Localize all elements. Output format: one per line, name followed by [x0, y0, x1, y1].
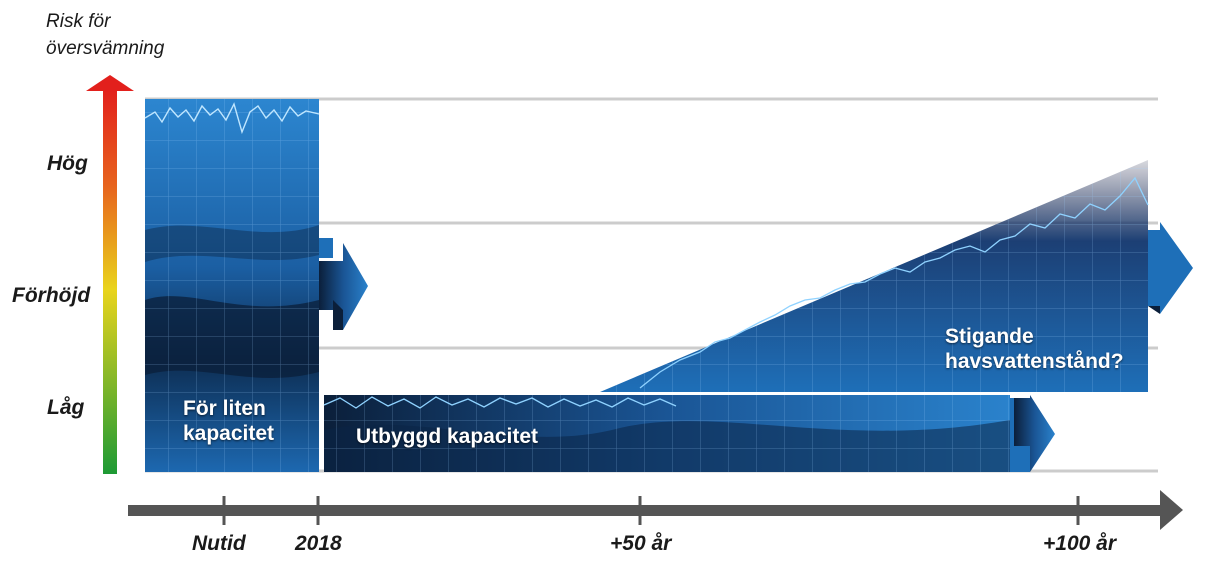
rising-sea-level-label — [945, 324, 1124, 374]
y-axis-title — [46, 8, 164, 62]
level-label-low: Låg — [47, 396, 85, 419]
current-capacity-line1: För liten — [183, 397, 266, 420]
tick-label-nutid: Nutid — [192, 532, 246, 555]
timeline-axis — [128, 490, 1183, 530]
rising-sea-level-line1: Stigande — [945, 325, 1034, 348]
current-capacity-line2: kapacitet — [183, 422, 275, 445]
tick-label-2018: 2018 — [295, 532, 342, 555]
y-axis-title-line1: Risk för — [46, 11, 111, 32]
level-label-high: Hög — [47, 152, 88, 175]
expanded-capacity-label: Utbyggd kapacitet — [356, 425, 539, 448]
tick-label-50: +50 år — [610, 532, 672, 555]
level-label-elevated: Förhöjd — [12, 284, 91, 307]
tick-label-100: +100 år — [1043, 532, 1116, 555]
expanded-trend-arrow — [1010, 395, 1055, 472]
y-axis-title-line2: översvämning — [46, 38, 165, 59]
current-capacity-label — [183, 396, 274, 446]
risk-arrow — [86, 75, 134, 474]
rising-sea-level-line2: havsvattenstånd? — [945, 350, 1124, 373]
